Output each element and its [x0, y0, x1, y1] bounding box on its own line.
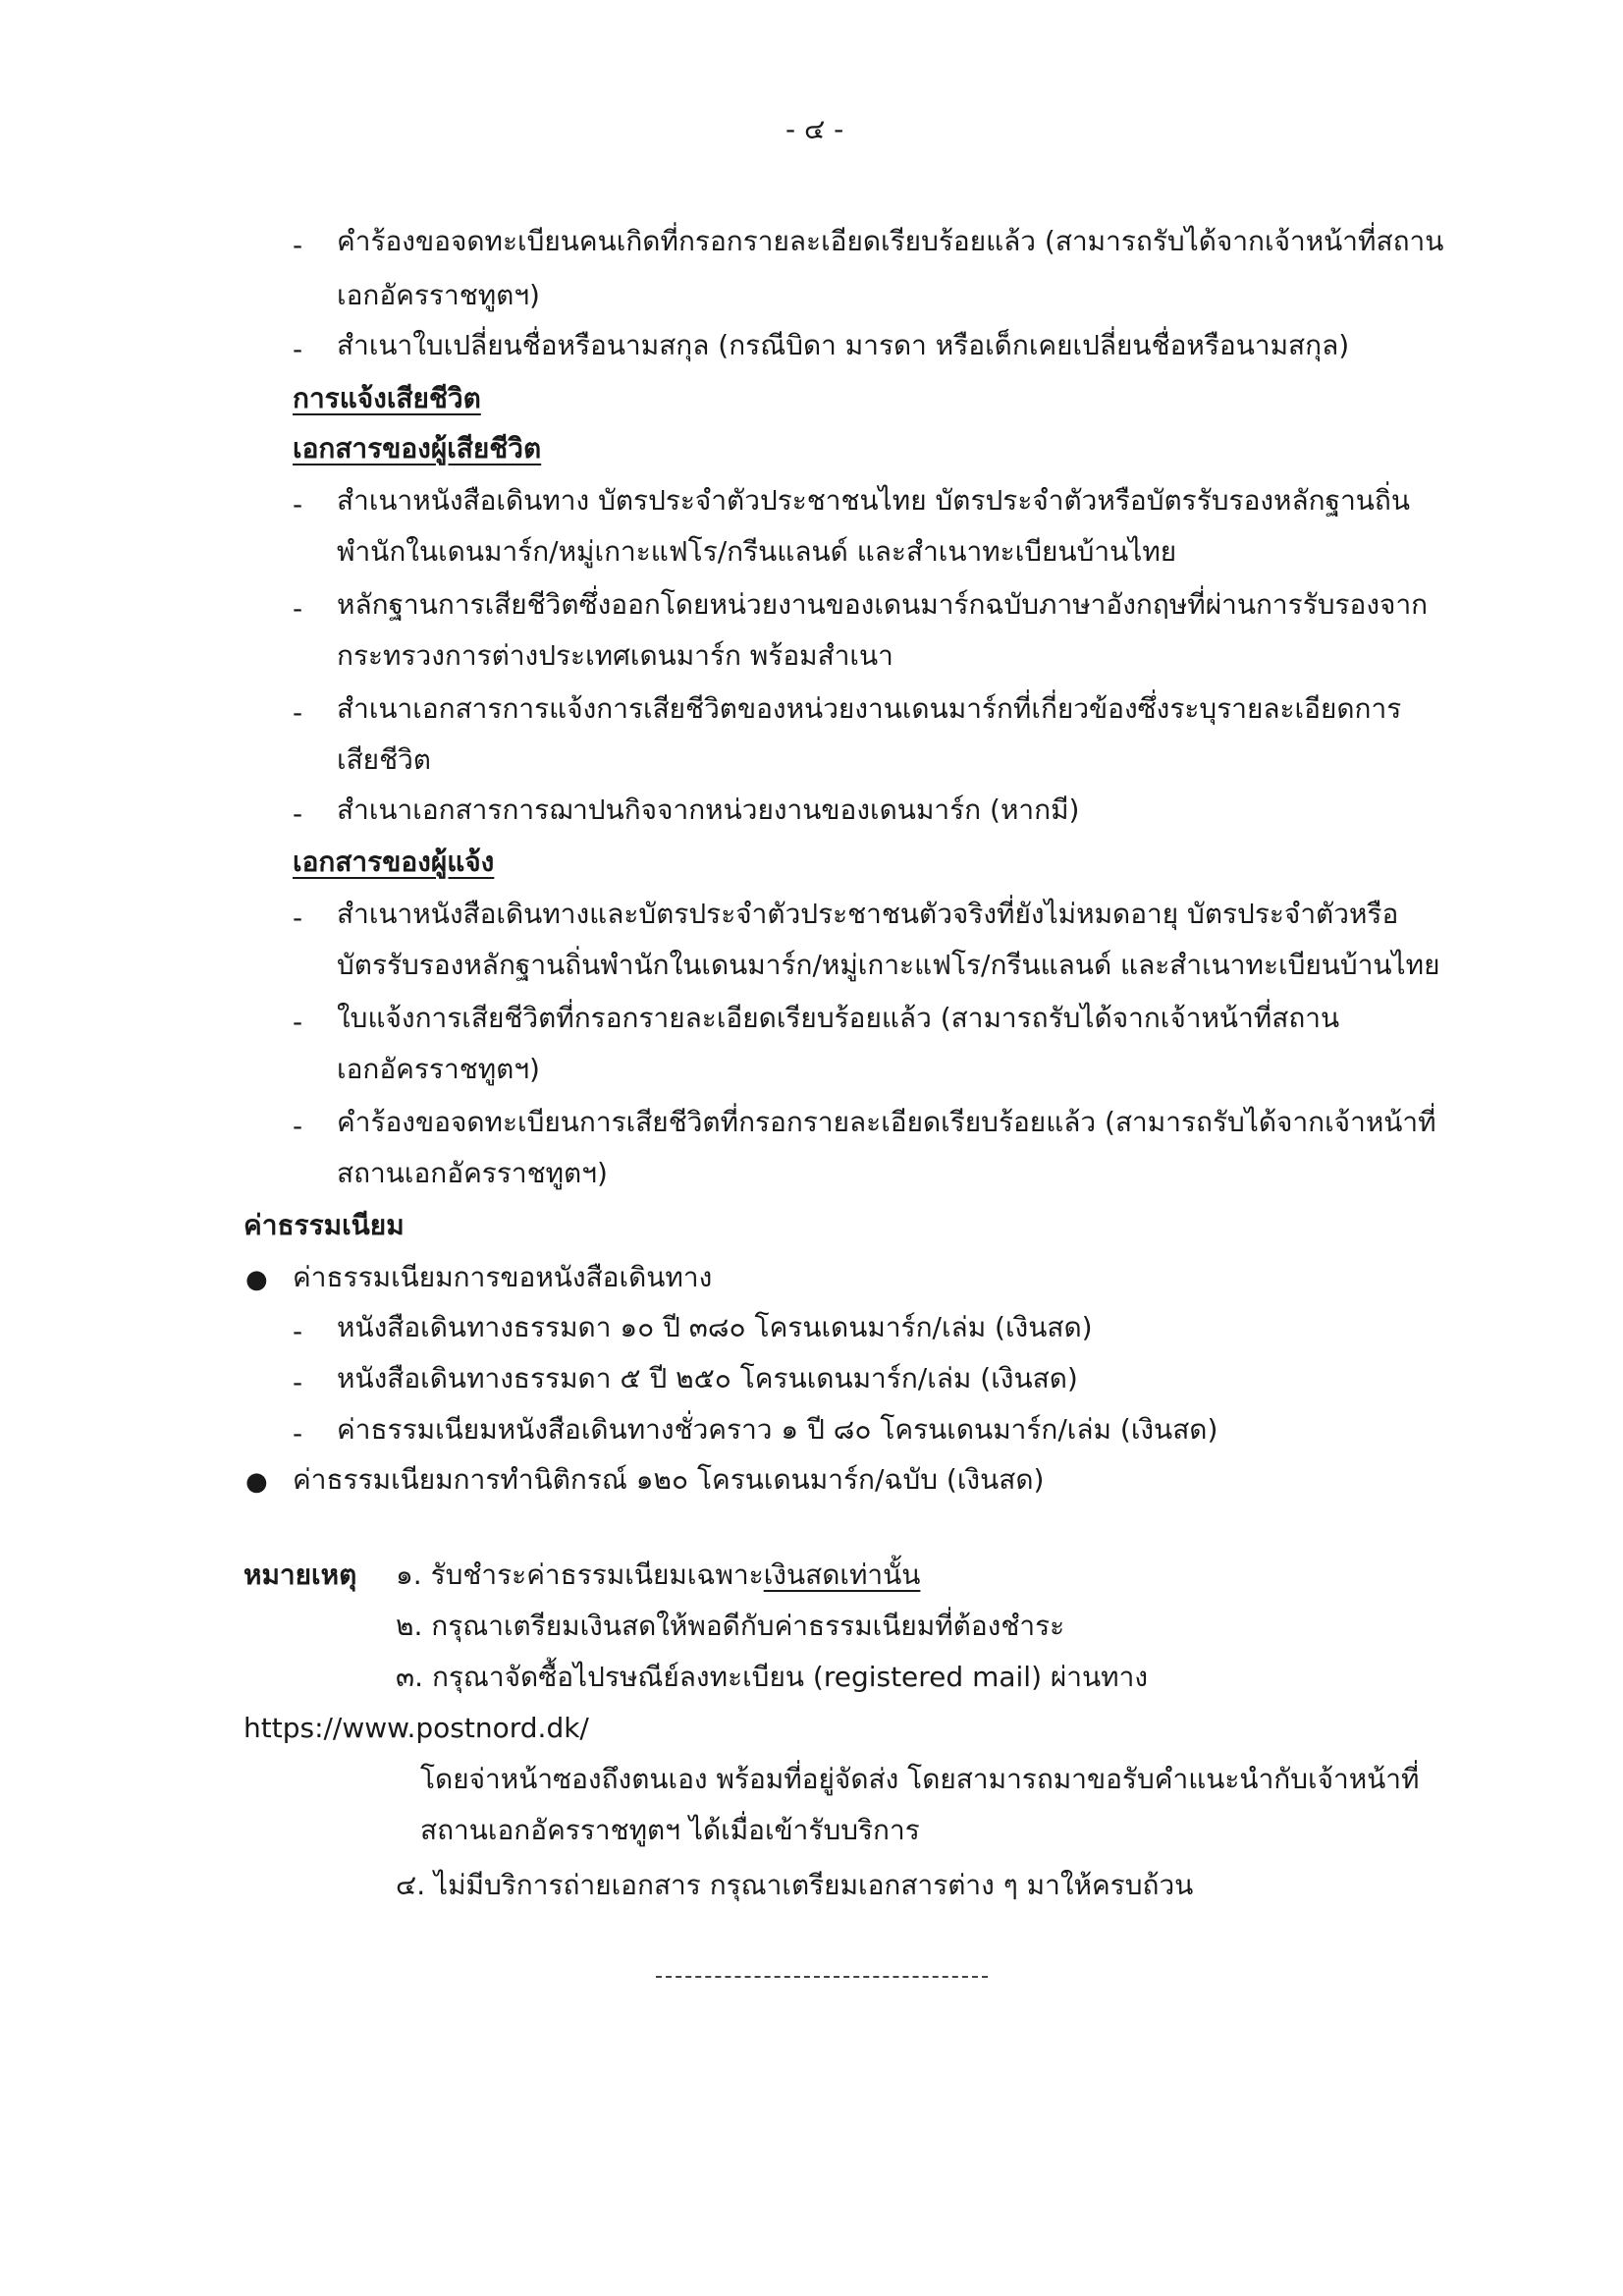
dash-icon: -: [293, 1006, 303, 1038]
note-1-text: ๑. รับชำระค่าธรรมเนียมเฉพาะ: [396, 1558, 764, 1591]
informant-doc-2-line1: ใบแจ้งการเสียชีวิตที่กรอกรายละเอียดเรียบร้อยแล้ว (สามารถรับได้จากเจ้าหน้าที่สถาน: [337, 1002, 1340, 1034]
informant-doc-2-line2: เอกอัครราชทูตฯ): [337, 1053, 540, 1085]
deceased-doc-1-line2: พำนักในเดนมาร์ก/หมู่เกาะแฟโร/กรีนแลนด์ และสำเนาทะเบียนบ้านไทย: [337, 535, 1177, 568]
note-3: ๓. กรุณาจัดซื้อไปรษณีย์ลงทะเบียน (registered mail) ผ่านทาง: [396, 1661, 1149, 1693]
note-3-line2: โดยจ่าหน้าซองถึงตนเอง พร้อมที่อยู่จัดส่ง โดยสามารถมาขอรับคำแนะนำกับเจ้าหน้าที่: [420, 1763, 1420, 1795]
dash-icon: -: [293, 1315, 303, 1347]
passport-fee-10yr: หนังสือเดินทางธรรมดา ๑๐ ปี ๓๘๐ โครนเดนมาร์ก/เล่ม (เงินสด): [337, 1311, 1093, 1343]
dash-icon: -: [293, 797, 303, 830]
informant-doc-1-line2: บัตรรับรองหลักฐานถิ่นพำนักในเดนมาร์ก/หมู่เกาะแฟโร/กรีนแลนด์ และสำเนาทะเบียนบ้านไทย: [337, 949, 1440, 981]
deceased-doc-3-line2: เสียชีวิต: [337, 743, 431, 776]
note-1: [396, 1558, 921, 1591]
informant-doc-3-line1: คำร้องขอจดทะเบียนการเสียชีวิตที่กรอกรายละเอียดเรียบร้อยแล้ว (สามารถรับได้จากเจ้าหน้าที่: [337, 1106, 1436, 1138]
end-separator: [656, 1976, 988, 1978]
passport-fee-5yr: หนังสือเดินทางธรรมดา ๕ ปี ๒๕๐ โครนเดนมาร์ก/เล่ม (เงินสด): [337, 1362, 1078, 1394]
birth-doc-1-line1: คำร้องขอจดทะเบียนคนเกิดที่กรอกรายละเอียดเรียบร้อยแล้ว (สามารถรับได้จากเจ้าหน้าที่สถาน: [337, 225, 1444, 257]
deceased-doc-2-line1: หลักฐานการเสียชีวิตซึ่งออกโดยหน่วยงานของเดนมาร์กฉบับภาษาอังกฤษที่ผ่านการรับรองจาก: [337, 588, 1429, 621]
deceased-docs-heading: เอกสารของผู้เสียชีวิต: [293, 432, 542, 465]
dash-icon: -: [293, 696, 303, 729]
dash-icon: -: [293, 333, 303, 365]
informant-docs-heading: เอกสารของผู้แจ้ง: [293, 846, 495, 878]
dash-icon: -: [293, 488, 303, 520]
informant-doc-1-line1: สำเนาหนังสือเดินทางและบัตรประจำตัวประชาชนตัวจริงที่ยังไม่หมดอายุ บัตรประจำตัวหรือ: [337, 898, 1399, 930]
note-1-emphasis: เงินสดเท่านั้น: [763, 1558, 921, 1591]
birth-doc-2: สำเนาใบเปลี่ยนชื่อหรือนามสกุล (กรณีบิดา มารดา หรือเด็กเคยเปลี่ยนชื่อหรือนามสกุล): [337, 329, 1350, 361]
bullet-icon: ●: [245, 1265, 268, 1294]
note-4: ๔. ไม่มีบริการถ่ายเอกสาร กรุณาเตรียมเอกสารต่าง ๆ มาให้ครบถ้วน: [396, 1869, 1194, 1901]
page-number: - ๔ -: [785, 113, 844, 145]
postnord-url: https://www.postnord.dk/: [243, 1712, 589, 1744]
dash-icon: -: [293, 902, 303, 934]
passport-fee-temporary: ค่าธรรมเนียมหนังสือเดินทางชั่วคราว ๑ ปี ๘๐ โครนเดนมาร์ก/เล่ม (เงินสด): [337, 1413, 1218, 1446]
note-3-line3: สถานเอกอัครราชทูตฯ ได้เมื่อเข้ารับบริการ: [420, 1814, 920, 1846]
dash-icon: -: [293, 1110, 303, 1142]
bullet-icon: ●: [245, 1467, 268, 1497]
deceased-doc-1-line1: สำเนาหนังสือเดินทาง บัตรประจำตัวประชาชนไทย บัตรประจำตัวหรือบัตรรับรองหลักฐานถิ่น: [337, 484, 1411, 517]
fees-heading: ค่าธรรมเนียม: [243, 1209, 405, 1241]
dash-icon: -: [293, 229, 303, 261]
notes-label: หมายเหตุ: [243, 1558, 357, 1591]
passport-fee-heading: ค่าธรรมเนียมการขอหนังสือเดินทาง: [293, 1261, 713, 1293]
deceased-doc-3-line1: สำเนาเอกสารการแจ้งการเสียชีวิตของหน่วยงานเดนมาร์กที่เกี่ยวข้องซึ่งระบุรายละเอียดการ: [337, 692, 1402, 725]
dash-icon: -: [293, 592, 303, 625]
birth-doc-1-line2: เอกอัครราชทูตฯ): [337, 279, 540, 311]
informant-doc-3-line2: สถานเอกอัครราชทูตฯ): [337, 1157, 608, 1189]
dash-icon: -: [293, 1417, 303, 1449]
deceased-doc-2-line2: กระทรวงการต่างประเทศเดนมาร์ก พร้อมสำเนา: [337, 639, 893, 672]
dash-icon: -: [293, 1366, 303, 1398]
note-2: ๒. กรุณาเตรียมเงินสดให้พอดีกับค่าธรรมเนียมที่ต้องชำระ: [396, 1610, 1065, 1642]
legalization-fee: ค่าธรรมเนียมการทำนิติกรณ์ ๑๒๐ โครนเดนมาร์ก/ฉบับ (เงินสด): [293, 1463, 1045, 1496]
death-section-heading: การแจ้งเสียชีวิต: [293, 382, 481, 414]
deceased-doc-4: สำเนาเอกสารการฌาปนกิจจากหน่วยงานของเดนมาร์ก (หากมี): [337, 793, 1080, 826]
